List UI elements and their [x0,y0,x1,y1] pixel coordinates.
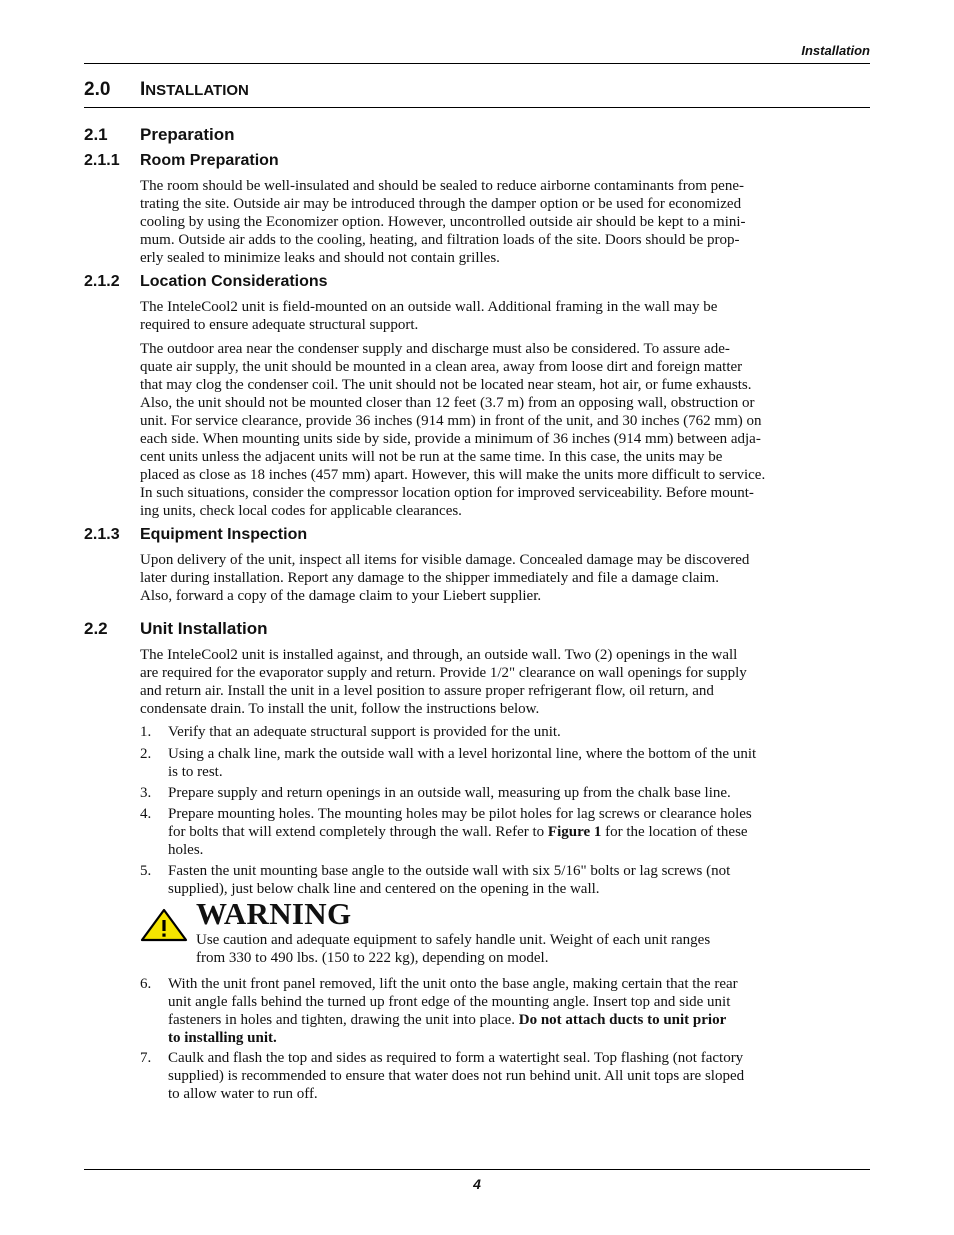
text-line: Verify that an adequate structural support is provided for the unit. [168,724,561,740]
text-line: that may clog the condenser coil. The unit should not be located near steam, hot air, or fume exhausts. [140,377,752,393]
text-line: The InteleCool2 unit is installed against, and through, an outside wall. Two (2) openings in the wall [140,647,738,663]
text-line: Fasten the unit mounting base angle to the outside wall with six 5/16" bolts or lag screws (not [168,863,731,879]
subsection-heading-2-2 [84,619,268,639]
bold-caution-text: Do not attach ducts to unit prior [518,1012,727,1028]
text-line: mum. Outside air adds to the cooling, heating, and filtration loads of the site. Doors should be prop- [140,232,740,248]
text-line: required to ensure adequate structural support. [140,317,419,333]
text-line: is to rest. [168,764,223,780]
warning-triangle-icon [140,908,188,942]
text-line [168,1011,738,1029]
equipment-inspection-paragraph [140,551,872,605]
section-rule [84,107,870,108]
subsection-number: 2.1.2 [84,273,120,290]
list-number: 4. [140,806,152,822]
text-line: The outdoor area near the condenser supply and discharge must also be considered. To assure ade- [140,341,730,357]
location-paragraph-1 [140,298,872,334]
footer-rule [84,1169,870,1170]
bold-caution-text: to installing unit. [168,1030,277,1046]
page-number: 4 [473,1176,481,1192]
text-line: unit angle falls behind the turned up front edge of the mounting angle. Insert top and side unit [168,994,731,1010]
text-line: supplied) is recommended to ensure that water does not run behind unit. All unit tops are sloped [168,1068,745,1084]
text-line: later during installation. Report any damage to the shipper immediately and file a damage claim. [140,570,719,586]
text-line: cent units unless the adjacent units will not be run at the same time. In this case, the units may be [140,449,723,465]
subsection-number: 2.2 [84,619,108,638]
unit-installation-paragraph [140,646,872,718]
subsection-title: Location Considerations [140,273,328,290]
text-run: for the location of these [601,824,748,840]
list-number: 1. [140,724,152,740]
list-number: 6. [140,976,152,992]
subsection-title: Unit Installation [140,619,268,638]
header-rule [84,63,870,64]
subsection-heading-2-1-3 [84,526,307,544]
text-line: Caulk and flash the top and sides as required to form a watertight seal. Top flashing (not factory [168,1050,744,1066]
text-line [168,823,752,841]
text-line: quate air supply, the unit should be mounted in a clean area, away from loose dirt and foreign matter [140,359,743,375]
text-line: With the unit front panel removed, lift the unit onto the base angle, making certain that the rear [168,976,738,992]
section-number: 2.0 [84,79,111,100]
text-line: The InteleCool2 unit is field-mounted on an outside wall. Additional framing in the wall may be [140,299,718,315]
text-line: Prepare mounting holes. The mounting holes may be pilot holes for lag screws or clearance holes [168,806,752,822]
subsection-number: 2.1.3 [84,526,120,543]
subsection-title: Equipment Inspection [140,526,308,543]
text-line: condensate drain. To install the unit, follow the instructions below. [140,701,540,717]
subsection-number: 2.1.1 [84,152,120,169]
subsection-title: Preparation [140,125,235,144]
text-line: and return air. Install the unit in a level position to assure proper refrigerant flow, oil return, and [140,683,714,699]
text-line: cooling by using the Economizer option. However, uncontrolled outside air should be kept to a mini- [140,214,746,230]
text-line: Upon delivery of the unit, inspect all items for visible damage. Concealed damage may be discovered [140,552,750,568]
text-line: Using a chalk line, mark the outside wall with a level horizontal line, where the bottom of the unit [168,746,757,762]
subsection-heading-2-1-1 [84,152,279,170]
running-header: Installation [801,43,870,58]
text-line: each side. When mounting units side by side, provide a minimum of 36 inches (914 mm) between adja- [140,431,761,447]
list-number: 2. [140,746,152,762]
location-paragraph-2 [140,340,872,520]
text-line: In such situations, consider the compressor location option for improved serviceability. Before mount- [140,485,754,501]
text-line: The room should be well-insulated and should be sealed to reduce airborne contaminants from pene- [140,178,744,194]
list-number: 3. [140,785,152,801]
subsection-heading-2-1-2 [84,273,328,291]
room-preparation-paragraph [140,177,872,267]
text-line: Use caution and adequate equipment to safely handle unit. Weight of each unit ranges [196,932,711,948]
text-line: Also, forward a copy of the damage claim to your Liebert supplier. [140,588,542,604]
warning-title: WARNING [196,896,352,931]
list-number: 7. [140,1050,152,1066]
text-line: placed as close as 18 inches (457 mm) apart. However, this will make the units more difficult to service. [140,467,766,483]
text-line: ing units, check local codes for applicable clearances. [140,503,462,519]
section-title-initial: I [140,79,146,100]
text-line: from 330 to 490 lbs. (150 to 222 kg), depending on model. [196,950,549,966]
text-line: supplied), just below chalk line and centered on the opening in the wall. [168,881,600,897]
warning-text [196,931,710,967]
list-number: 5. [140,863,152,879]
text-line: unit. For service clearance, provide 36 inches (914 mm) in front of the unit, and 30 inches (762 mm) on [140,413,762,429]
text-run: fasteners in holes and tighten, drawing the unit into place. [168,1012,519,1028]
figure-reference-link[interactable]: Figure 1 [547,824,602,840]
subsection-heading-2-1 [84,125,234,145]
text-line: are required for the evaporator supply and return. Provide 1/2" clearance on wall openings for supply [140,665,747,681]
text-line: Prepare supply and return openings in an outside wall, measuring up from the chalk base line. [168,785,731,801]
text-line: Also, the unit should not be mounted closer than 12 feet (3.7 m) from an opposing wall, obstruction or [140,395,755,411]
section-title-rest: NSTALLATION [145,82,249,99]
section-heading [84,79,249,101]
subsection-title: Room Preparation [140,152,279,169]
text-line: to allow water to run off. [168,1086,318,1102]
text-line: erly sealed to minimize leaks and should not contain grilles. [140,250,500,266]
text-run: for bolts that will extend completely through the wall. Refer to [168,824,548,840]
text-line: trating the site. Outside air may be introduced through the damper option or be used for economized [140,196,742,212]
subsection-number: 2.1 [84,125,108,144]
text-line: holes. [168,842,204,858]
